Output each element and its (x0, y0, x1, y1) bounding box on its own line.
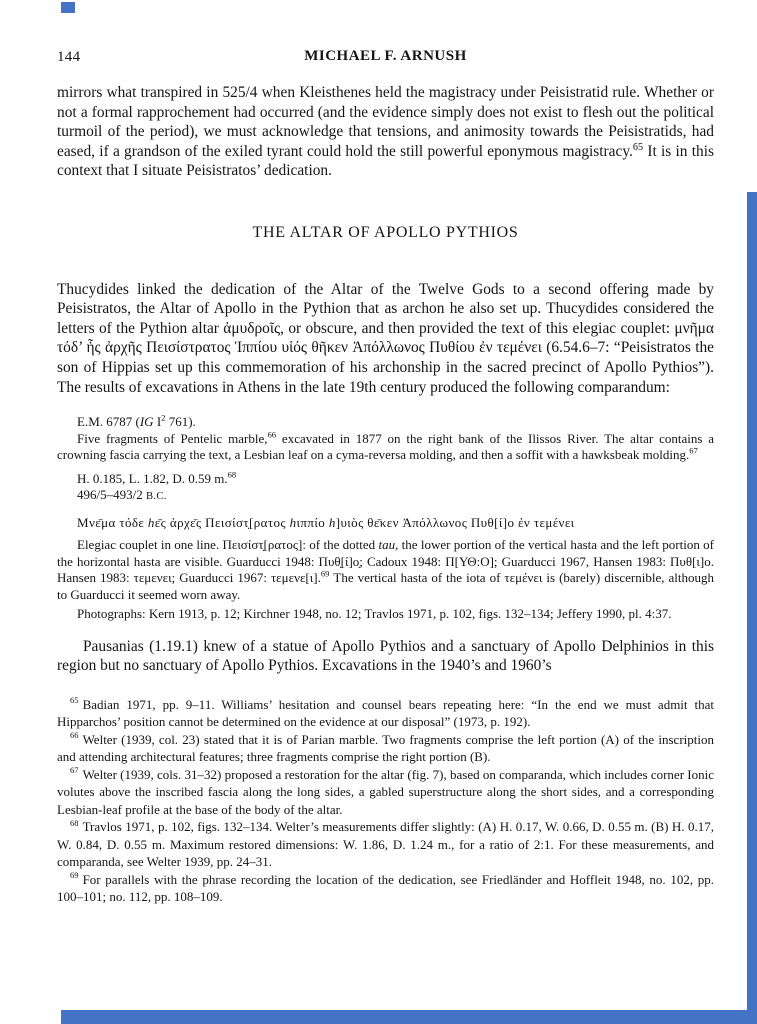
footnote-text: Welter (1939, col. 23) stated that it is of Parian marble. Two fragments comprise the left portion (A) of the inscription and attending architectural features; three fragments comprise the right portion (B). (57, 731, 714, 765)
footnote-66 (57, 731, 714, 766)
footnote-68 (57, 818, 714, 871)
footnote-text: Travlos 1971, p. 102, figs. 132–134. Welter’s measurements differ slightly: (A) H. 0.17, W. 0.66, D. 0.55 m. (B) H. 0.17, W. 0.84, D. 0.55 m. Maximum restored dimensions: W. 1.86, D. 1.24 m., for a ratio of 2:1. For these measurements, and comparanda, see Welter 1939, pp. 24–31. (57, 819, 714, 870)
epigraphic-commentary: Elegiac couplet in one line. Πεισίστ̣[ρατος]: of the dotted tau, the lower portion of the vertical hasta and the left portion of the horizontal hasta are visible. Guarducci 1948: Πυθ̣[ί]ο̣; Cadoux 1948: Π[ΥΘ:Ο]; Guarducci 1967, Hansen 1983: Πυθ[ι]ο. Hansen 1983: τεμενει; Guarducci 1967: τεμενε[ι].$^{69}$ The vertical hasta of the iota of τεμένει is (barely) discernible, although to Guarducci it seemed worn away. (57, 537, 715, 602)
journal-page (57, 48, 714, 906)
scroll-corner-marker (61, 2, 75, 13)
em-inventory-line: E.M. 6787 (IG $I^2$ 761). (77, 412, 196, 430)
page-number: 144 (57, 49, 81, 65)
bottom-scrollbar[interactable] (61, 1010, 757, 1024)
footnote-number: 67 (70, 765, 79, 776)
footnote-text: Badian 1971, pp. 9–11. Williams’ hesitation and counsel bears repeating here: “In the end we must admit that Hipparchos’ position cannot be determined on the evidence at our disposal” (1973, p. 192). (57, 696, 714, 730)
pausanias-paragraph: Pausanias (1.19.1) knew of a statue of Apollo Pythios and a sanctuary of Apollo Delphinios in this region but no sanctuary of Apollo Pythios. Excavations in the 1940’s and 1960’s (57, 637, 714, 675)
inscription-text: Μνε̄μα τόδε hε̄ς ἀρχε̄ς Πεισίστ̣[ρατος hιππίο h]υιὸς θε̄κεν Ἀπόλλωνος Πυθ[ί]ο ἐν τεμένει (77, 514, 575, 530)
opening-paragraph: mirrors what transpired in 525/4 when Kleisthenes held the magistracy under Peisistratid rule. Whether or not a formal rapprochement had occurred (and the evidence simply does not exist to flesh out the political turmoil of the period), we must acknowledge that tensions, and animosity towards the Peisistratids, had eased, if a grandson of the exiled tyrant could hold the still powerful eponymous magistracy.$^{65}$ It is in this context that I situate Peisistratos’ dedication. (57, 84, 714, 180)
page-header (57, 48, 714, 68)
footnote-number: 65 (70, 695, 79, 706)
footnote-text: For parallels with the phrase recording the location of the dedication, see Friedländer and Hoffleit 1948, no. 102, pp. 100–101; no. 112, pp. 108–109. (57, 871, 714, 905)
footnote-number: 66 (70, 730, 79, 741)
footnote-69 (57, 871, 714, 906)
footnote-number: 68 (70, 817, 79, 828)
footnote-67 (57, 766, 714, 819)
footnote-text: Welter (1939, cols. 31–32) proposed a restoration for the altar (fig. 7), based on comparanda, which includes corner Ionic volutes above the inscribed fascia along the long sides, a gabled superstructure along the short sides, and a corresponding Lesbian-leaf profile at the base of the body of the altar. (57, 766, 714, 817)
catalogue-entry (57, 414, 714, 623)
date-line: 496/5–493/2 B.C. (77, 487, 167, 503)
fragments-description: Five fragments of Pentelic marble,$^{66}$ excavated in 1877 on the right bank of the Ilissos River. The altar contains a crowning fascia carrying the text, a Lesbian leaf on a cyma-reversa molding, and then a soffit with a hawksbeak molding.$^{67}$ (57, 429, 715, 463)
section-heading: THE ALTAR OF APOLLO PYTHIOS (252, 223, 519, 241)
right-scrollbar[interactable] (747, 192, 757, 1024)
running-head: MICHAEL F. ARNUSH (304, 48, 467, 64)
footnote-number: 69 (70, 870, 79, 881)
dimensions-line: H. 0.185, L. 1.82, D. 0.59 m.$^{68}$ (77, 469, 237, 486)
footnotes-block (57, 696, 714, 906)
photographs-references: Photographs: Kern 1913, p. 12; Kirchner 1948, no. 12; Travlos 1971, p. 102, figs. 132–134; Jeffery 1990, pl. 4:37. (77, 606, 672, 622)
thucydides-paragraph: Thucydides linked the dedication of the Altar of the Twelve Gods to a second offering made by Peisistratos, the Altar of Apollo in the Pythion that as archon he also set up. Thucydides considered the letters of the Pythion altar ἀμυδροῖς, or obscure, and then provided the text of this elegiac couplet: μνῆμα τόδ’ ἧς ἀρχῆς Πεισίστρατος Ἱππίου υἱός θῆκεν Ἀπόλλωνος Πυθίου ἐν τεμένει (6.54.6–7: “Peisistratos the son of Hippias set up this commemoration of his archonship in the sacred precinct of Apollo Pythios”). The results of excavations in Athens in the late 19th century produced the following comparandum: (57, 280, 714, 396)
footnote-65 (57, 696, 714, 731)
